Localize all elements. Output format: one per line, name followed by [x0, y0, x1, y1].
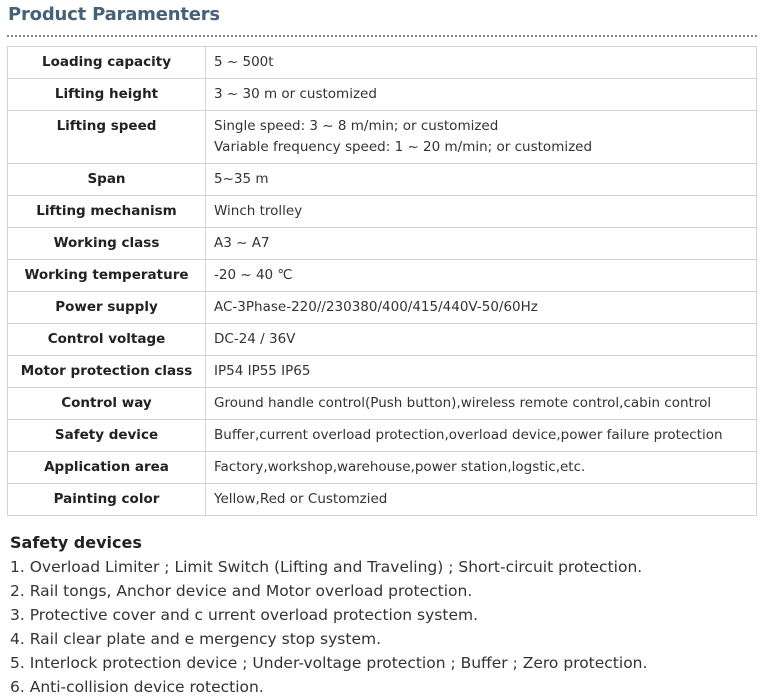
parameter-label: Working class	[8, 228, 206, 260]
parameter-value	[206, 420, 757, 452]
safety-devices-title: Safety devices	[10, 533, 142, 552]
table-row	[8, 111, 757, 164]
parameter-value-line: 3 ~ 30 m or customized	[214, 86, 377, 102]
parameter-label: Control way	[8, 388, 206, 420]
table-row	[8, 164, 757, 196]
table-row	[8, 79, 757, 111]
parameter-value	[206, 79, 757, 111]
parameter-value	[206, 111, 757, 164]
table-row	[8, 260, 757, 292]
table-row	[8, 292, 757, 324]
parameter-value-line: Ground handle control(Push button),wireless remote control,cabin control	[214, 395, 712, 411]
parameter-value-line: A3 ~ A7	[214, 235, 270, 251]
list-item: 1. Overload Limiter ; Limit Switch (Lifting and Traveling) ; Short-circuit protection.	[10, 558, 643, 576]
list-item: 4. Rail clear plate and e mergency stop system.	[10, 630, 382, 648]
parameter-value	[206, 292, 757, 324]
parameter-value-line: 5 ~ 500t	[214, 54, 274, 70]
parameter-value	[206, 260, 757, 292]
parameter-value-line: -20 ~ 40 ℃	[214, 267, 293, 283]
list-item: 3. Protective cover and c urrent overload protection system.	[10, 606, 479, 624]
parameter-label: Motor protection class	[8, 356, 206, 388]
table-row	[8, 228, 757, 260]
parameter-value-line: Buffer,current overload protection,overload device,power failure protection	[214, 427, 723, 443]
table-row	[8, 356, 757, 388]
parameter-value	[206, 196, 757, 228]
parameter-value-line: Winch trolley	[214, 203, 303, 219]
list-item: 6. Anti-collision device rotection.	[10, 678, 264, 696]
page-title: Product Paramenters	[8, 4, 220, 25]
parameter-label: Working temperature	[8, 260, 206, 292]
parameter-label: Power supply	[8, 292, 206, 324]
parameter-value-line: Yellow,Red or Customzied	[214, 491, 388, 507]
table-row	[8, 388, 757, 420]
parameter-value-line: AC-3Phase-220//230380/400/415/440V-50/60Hz	[214, 299, 538, 315]
table-row	[8, 420, 757, 452]
parameter-value-line: 5~35 m	[214, 171, 269, 187]
parameter-value	[206, 356, 757, 388]
parameter-value-line: DC-24 / 36V	[214, 331, 296, 347]
list-item: 2. Rail tongs, Anchor device and Motor overload protection.	[10, 582, 473, 600]
table-row	[8, 47, 757, 79]
parameter-value	[206, 47, 757, 79]
parameter-value	[206, 324, 757, 356]
parameter-value-line: Single speed: 3 ~ 8 m/min; or customized	[214, 118, 499, 134]
parameter-label: Lifting height	[8, 79, 206, 111]
table-row	[8, 196, 757, 228]
parameter-label: Application area	[8, 452, 206, 484]
parameter-label: Lifting mechanism	[8, 196, 206, 228]
parameter-value-line: Factory,workshop,warehouse,power station,logstic,etc.	[214, 459, 586, 475]
table-row	[8, 484, 757, 516]
parameter-label: Loading capacity	[8, 47, 206, 79]
table-row	[8, 324, 757, 356]
parameter-label: Painting color	[8, 484, 206, 516]
parameter-value-line: Variable frequency speed: 1 ~ 20 m/min; or customized	[214, 139, 593, 155]
title-divider	[7, 35, 757, 37]
parameter-label: Lifting speed	[8, 111, 206, 164]
parameter-label: Control voltage	[8, 324, 206, 356]
list-item: 5. Interlock protection device ; Under-voltage protection ; Buffer ; Zero protection.	[10, 654, 648, 672]
parameter-label: Safety device	[8, 420, 206, 452]
parameter-value	[206, 484, 757, 516]
table-row	[8, 452, 757, 484]
parameters-table-body	[8, 47, 757, 516]
parameter-value	[206, 164, 757, 196]
parameter-value-line: IP54 IP55 IP65	[214, 363, 311, 379]
safety-devices-list	[10, 555, 760, 699]
parameters-table	[7, 46, 757, 516]
parameter-value	[206, 388, 757, 420]
parameter-value	[206, 228, 757, 260]
parameter-label: Span	[8, 164, 206, 196]
parameter-value	[206, 452, 757, 484]
